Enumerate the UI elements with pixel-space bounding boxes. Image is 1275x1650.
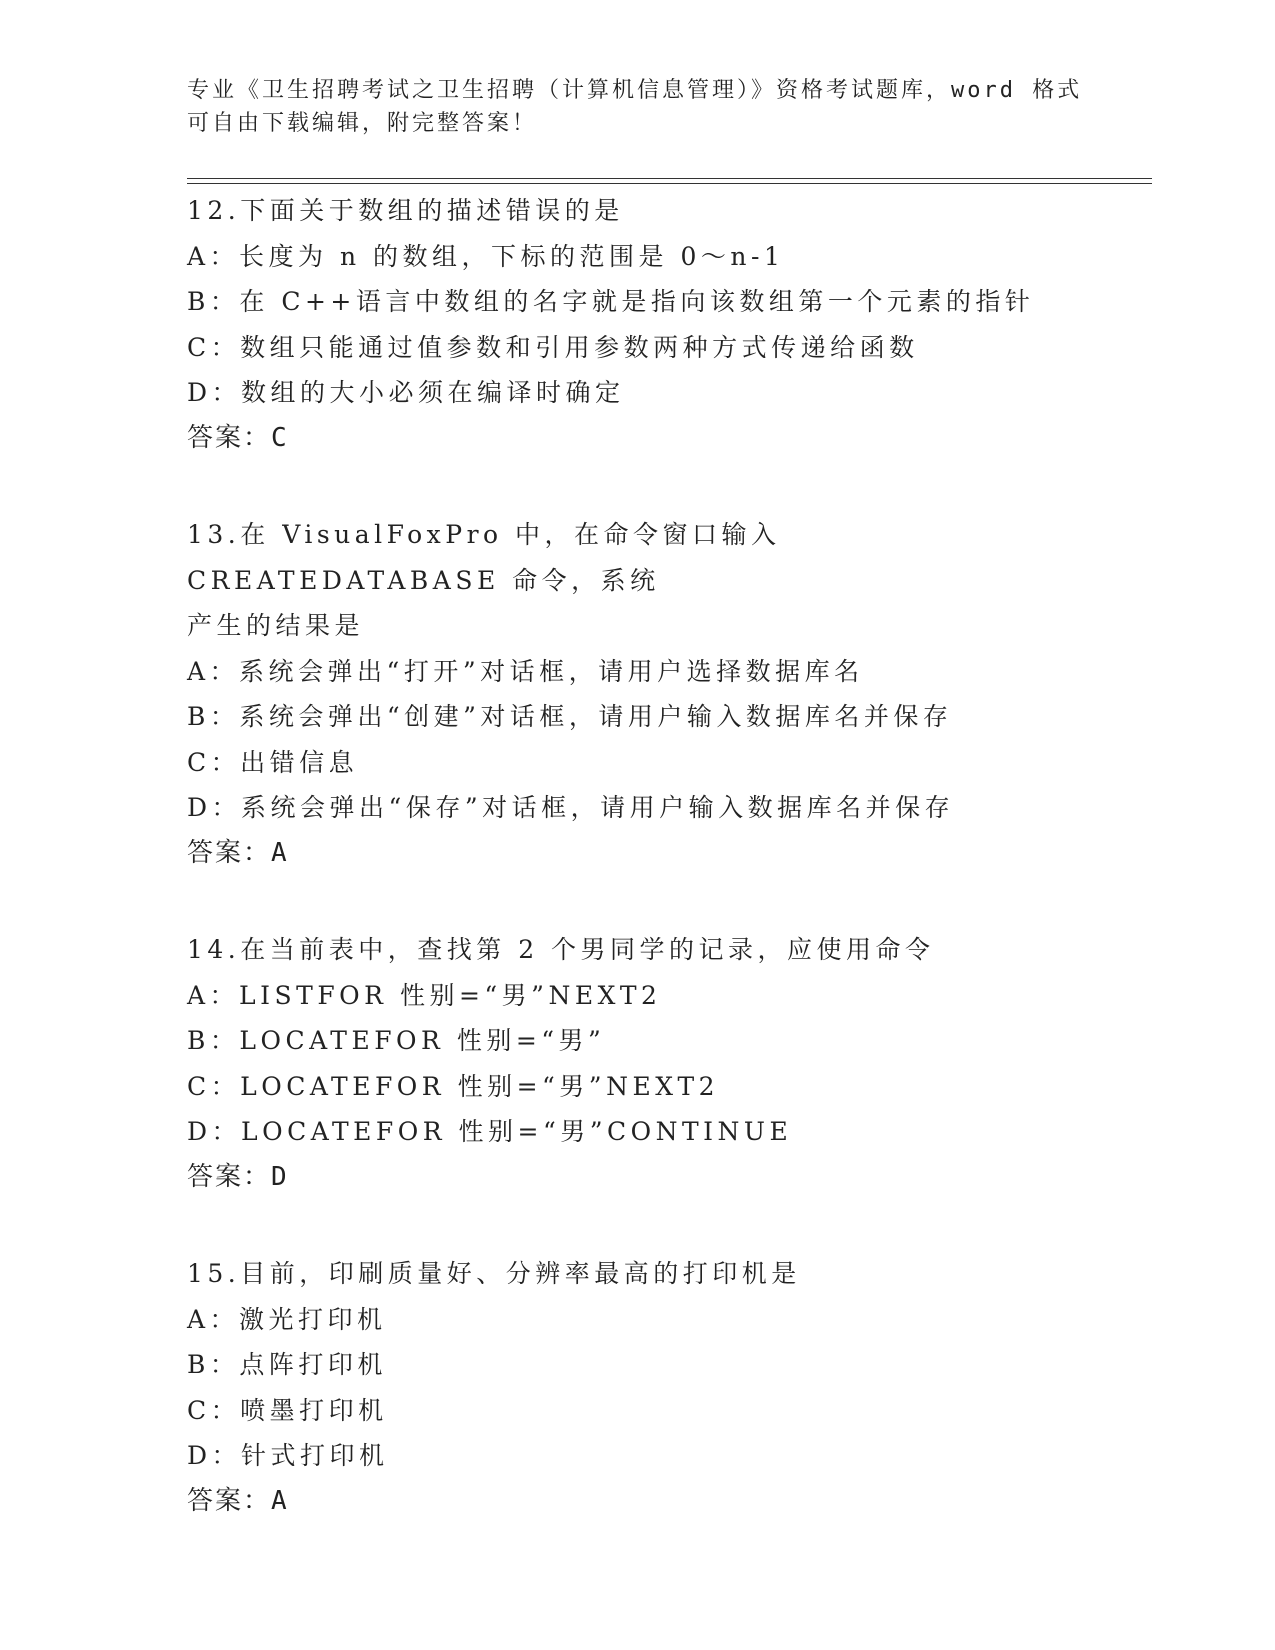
header-line-2: 可自由下载编辑，附完整答案！ [187,111,538,136]
option-c: C：数组只能通过值参数和引用参数两种方式传递给函数 [187,332,919,362]
option-a: A：系统会弹出“打开”对话框，请用户选择数据库名 [187,656,864,686]
question-list [187,188,1087,1575]
option-d: D：系统会弹出“保存”对话框，请用户输入数据库名并保存 [187,793,955,822]
question-stem: 12.下面关于数组的描述错误的是 [187,196,624,225]
option-c: C：LOCATEFOR 性别=“男”NEXT2 [187,1071,720,1101]
option-c: C：出错信息 [187,747,359,777]
answer-text: 答案：A [187,837,289,868]
option-d: D：LOCATEFOR 性别=“男”CONTINUE [187,1117,793,1146]
option-a: A：长度为 n 的数组，下标的范围是 0～n-1 [187,241,785,271]
question-15 [187,1251,1087,1524]
question-stem: 15.目前，印刷质量好、分辨率最高的打印机是 [187,1259,801,1288]
option-d: D：针式打印机 [187,1441,389,1470]
header-line-1: 专业《卫生招聘考试之卫生招聘（计算机信息管理）》资格考试题库，word 格式 [187,78,1083,103]
option-b: B：系统会弹出“创建”对话框，请用户输入数据库名并保存 [187,702,953,731]
option-d: D：数组的大小必须在编译时确定 [187,378,625,407]
question-13 [187,512,1087,876]
question-stem: 13.在 VisualFoxPro 中，在命令窗口输入 CREATEDATABASE 命令，系统 [187,520,793,595]
answer-text: 答案：A [187,1485,289,1516]
header-divider-bottom [187,183,1152,184]
document-header [187,74,1087,140]
answer-text: 答案：D [187,1161,289,1192]
question-14 [187,927,1087,1200]
question-stem-continued: 产生的结果是 [187,611,365,640]
option-b: B：点阵打印机 [187,1350,387,1379]
option-a: A：LISTFOR 性别=“男”NEXT2 [187,980,662,1010]
option-a: A：激光打印机 [187,1304,387,1334]
question-stem: 14.在当前表中，查找第 2 个男同学的记录，应使用命令 [187,935,935,964]
option-c: C：喷墨打印机 [187,1395,388,1425]
answer-text: 答案：C [187,422,289,453]
header-divider-top [187,178,1152,179]
question-12 [187,188,1087,461]
option-b: B：在 C++语言中数组的名字就是指向该数组第一个元素的指针 [187,287,1035,316]
option-b: B：LOCATEFOR 性别=“男” [187,1026,606,1055]
